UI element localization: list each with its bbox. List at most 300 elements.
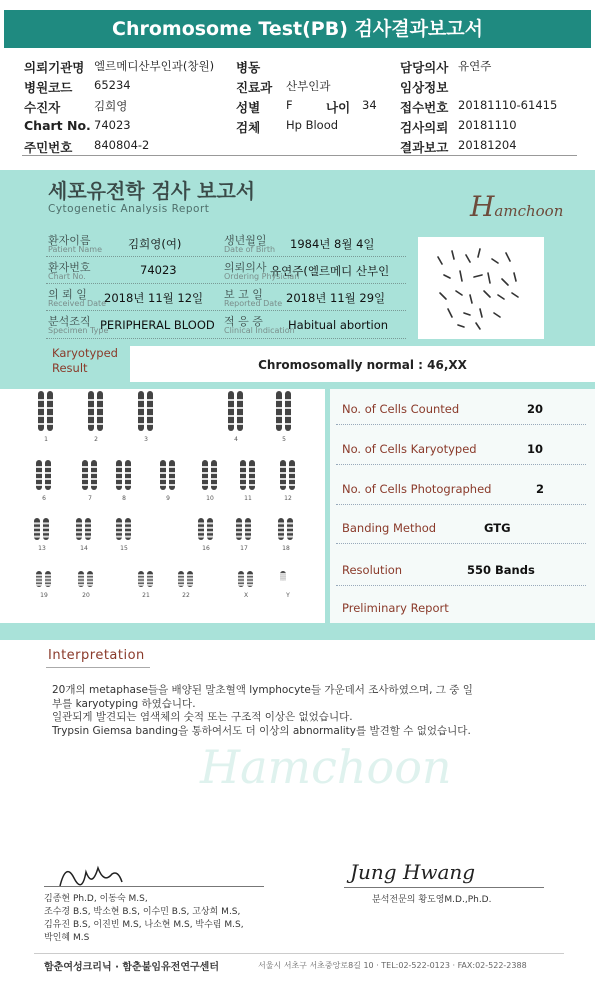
received-value: 2018년 11월 12일 <box>104 291 204 305</box>
chromosome-band <box>280 573 286 575</box>
chromosome-band <box>287 527 293 529</box>
report-panel-subtitle: Cytogenetic Analysis Report <box>48 203 210 215</box>
specialist-signature-label: 분석전문의 황도영M.D.,Ph.D. <box>372 895 492 905</box>
interpretation-underline <box>46 667 150 668</box>
chromosome-pair <box>280 571 290 599</box>
chromosome-band <box>240 484 246 486</box>
chromosome-band <box>202 484 208 486</box>
chromosome-band <box>97 423 103 425</box>
chromosome-band <box>76 527 82 529</box>
chromosome-band <box>238 584 244 586</box>
stat-label: Resolution <box>342 563 403 577</box>
chromosome-band <box>45 577 51 579</box>
chromosome-pair <box>276 391 291 443</box>
chromosome-band <box>116 531 122 533</box>
chromosome-band <box>138 584 144 586</box>
chromosome-band <box>138 399 144 401</box>
chromosome-band <box>45 484 51 486</box>
chromosome-band <box>249 472 255 474</box>
stat-label: No. of Cells Photographed <box>342 482 492 496</box>
chromosome-band <box>236 536 242 538</box>
chromosome-band <box>45 581 51 583</box>
staff-line: 김종현 Ph.D, 이동숙 M.S, <box>44 894 148 904</box>
chromosome-label: 16 <box>202 545 210 552</box>
chromosome-band <box>276 415 282 417</box>
chromosome-band <box>178 577 184 579</box>
chromosome-band <box>91 484 97 486</box>
chromosome-band <box>125 536 131 538</box>
chromosome-band <box>91 472 97 474</box>
chromosome-band <box>97 407 103 409</box>
chromosome-band <box>240 466 246 468</box>
chromosome-band <box>34 527 40 529</box>
staff-list <box>44 893 244 945</box>
id-value: 840804-2 <box>94 138 150 152</box>
chromosome-band <box>160 478 166 480</box>
chromosome-band <box>82 472 88 474</box>
chromosome-band <box>211 478 217 480</box>
report-panel-title: 세포유전학 검사 보고서 <box>48 179 256 203</box>
request-value: 20181110 <box>458 118 517 132</box>
patient-name-label: 환자이름 <box>48 234 91 247</box>
chromosome-label: 21 <box>142 592 150 599</box>
chromosome-band <box>198 536 204 538</box>
physician-value: 유연주(엘르메디 산부인 <box>270 264 390 278</box>
footer-address: 서울시 서초구 서초중앙로8길 10 · TEL:02-522-0123 · FAX:02-522-2388 <box>258 961 527 970</box>
age-value: 34 <box>362 98 377 112</box>
chromosome-band <box>287 531 293 533</box>
chromosome-label: 19 <box>40 592 48 599</box>
chromosome-band <box>178 581 184 583</box>
chart-no-value: 74023 <box>140 263 177 277</box>
chromosome-band <box>38 399 44 401</box>
chromosome-band <box>245 527 251 529</box>
chromosome-band <box>85 531 91 533</box>
interpretation-text <box>52 684 552 738</box>
dob-label: 생년월일 <box>224 234 267 247</box>
chromosome-label: 14 <box>80 545 88 552</box>
chromosome-band <box>125 531 131 533</box>
chromosome-band <box>278 531 284 533</box>
chromosome-band <box>237 415 243 417</box>
chromosome-band <box>289 466 295 468</box>
chromosome-band <box>116 522 122 524</box>
chart-value: 74023 <box>94 118 131 132</box>
patient-value: 김희영 <box>94 99 128 113</box>
chromosome-band <box>160 484 166 486</box>
chart-no-label: 환자번호 <box>48 261 91 274</box>
chromosome-label: 8 <box>122 495 126 502</box>
hamchoon-watermark: Hamchoon <box>200 740 452 794</box>
chromosome-band <box>238 581 244 583</box>
chromosome-band <box>76 531 82 533</box>
chromosome-band <box>278 522 284 524</box>
patient-label: 수진자 <box>24 100 61 115</box>
interpretation-line: 20개의 metaphase들을 배양된 말초혈액 lymphocyte들 가운데서 조사하였으며, 그 중 일 <box>52 684 473 696</box>
footer-divider <box>34 953 564 954</box>
chromosome-pair <box>36 571 51 599</box>
interpretation-line: 일관되게 발견되는 염색체의 숫적 또는 구조적 이상은 없었습니다. <box>52 711 353 723</box>
chromosome-label: Y <box>286 592 290 599</box>
doctor-label: 담당의사 <box>400 60 449 75</box>
reported-label: 보 고 일 <box>224 288 263 301</box>
chromosome-band <box>125 527 131 529</box>
chromosome-band <box>249 484 255 486</box>
chromosome-band <box>88 399 94 401</box>
chromosome-band <box>178 574 184 576</box>
chromosome-pair <box>76 518 91 552</box>
chromosome-band <box>236 531 242 533</box>
clinical-info-label: 임상정보 <box>400 80 449 95</box>
chromosome-band <box>47 407 53 409</box>
chromosome-band <box>202 478 208 480</box>
stat-label: No. of Cells Counted <box>342 402 460 416</box>
stat-value: 550 Bands <box>467 563 535 577</box>
field-rule <box>46 283 406 284</box>
chromosome-band <box>276 407 282 409</box>
chromosome-band <box>211 466 217 468</box>
chromosome-band <box>116 466 122 468</box>
chromosome-band <box>85 527 91 529</box>
chromosome-band <box>78 584 84 586</box>
chromosome-band <box>38 423 44 425</box>
chromosome-band <box>237 423 243 425</box>
karyotyped-result-label <box>52 346 118 376</box>
chromosome-band <box>36 574 42 576</box>
staff-line: 조수경 B.S, 박소현 B.S, 이수민 B.S, 고상희 M.S, <box>44 907 241 917</box>
chromosome-band <box>207 527 213 529</box>
chromosome-band <box>276 423 282 425</box>
chromosome-band <box>116 472 122 474</box>
chromosome-band <box>97 399 103 401</box>
chromosome-band <box>36 466 42 468</box>
chromosome-band <box>36 577 42 579</box>
chromosome-band <box>36 478 42 480</box>
chromosome-band <box>280 466 286 468</box>
chromosome-band <box>276 399 282 401</box>
chromosome-band <box>228 399 234 401</box>
chromosome-band <box>78 581 84 583</box>
chromosome-band <box>43 536 49 538</box>
physician-en: Ordering Physician <box>224 272 300 281</box>
reported-en: Reported Date <box>224 299 283 308</box>
chromosome-pair <box>36 460 51 502</box>
doctor-value: 유연주 <box>458 59 492 73</box>
chromosome-band <box>285 399 291 401</box>
chromosome-pair <box>138 571 153 599</box>
stat-divider <box>336 585 586 586</box>
chromosome-band <box>285 415 291 417</box>
chromosome-band <box>278 527 284 529</box>
chromosome-band <box>289 484 295 486</box>
chromosome-band <box>82 484 88 486</box>
chromosome-band <box>116 484 122 486</box>
stat-label: Preliminary Report <box>342 601 449 615</box>
specimen-label: 검체 <box>236 120 261 135</box>
ward-label: 병동 <box>236 60 261 75</box>
chromosome-band <box>280 579 286 581</box>
chromosome-band <box>36 584 42 586</box>
handwritten-signature-icon <box>56 858 126 894</box>
stat-divider <box>336 504 586 505</box>
karyotype-image <box>0 389 325 623</box>
chromosome-band <box>43 527 49 529</box>
chromosome-band <box>245 522 251 524</box>
chromosome-band <box>76 522 82 524</box>
chromosome-band <box>125 522 131 524</box>
stat-divider <box>336 424 586 425</box>
chromosome-pair <box>198 518 213 552</box>
physician-label: 의뢰의사 <box>224 261 267 274</box>
left-signature-line <box>44 886 264 887</box>
stat-value: 20 <box>527 402 544 416</box>
chromosome-band <box>43 522 49 524</box>
chromosome-label: 22 <box>182 592 190 599</box>
chromosome-band <box>36 581 42 583</box>
staff-line: 김유진 B.S, 이진빈 M.S, 나소현 M.S, 박수림 M.S, <box>44 920 244 930</box>
chromosome-band <box>160 466 166 468</box>
chromosome-band <box>187 581 193 583</box>
chromosome-band <box>202 472 208 474</box>
chromosome-band <box>285 407 291 409</box>
id-label: 주민번호 <box>24 140 73 155</box>
interpretation-heading: Interpretation <box>48 648 145 663</box>
chromosome-band <box>211 484 217 486</box>
chart-label: Chart No. <box>24 118 91 133</box>
chromosome-label: 7 <box>88 495 92 502</box>
chromosome-pair <box>280 460 295 502</box>
chromosome-band <box>198 527 204 529</box>
chromosome-band <box>285 423 291 425</box>
chromosome-band <box>78 577 84 579</box>
chromosome-band <box>236 527 242 529</box>
patient-name-value: 김희영(여) <box>128 237 182 251</box>
chromosome-label: 4 <box>234 436 238 443</box>
chromosome-band <box>82 478 88 480</box>
chromosome-band <box>88 407 94 409</box>
request-label: 검사의뢰 <box>400 120 449 135</box>
staff-line: 박인혜 M.S <box>44 933 90 943</box>
chromosome-band <box>207 522 213 524</box>
chromosome-band <box>125 484 131 486</box>
received-label: 의 뢰 일 <box>48 288 87 301</box>
chromosome-pair <box>238 571 253 599</box>
sex-value: F <box>286 98 293 112</box>
karyotyped-label-line2: Result <box>52 361 88 375</box>
chromosome-band <box>45 472 51 474</box>
right-signature: Jung Hwang <box>350 860 476 884</box>
chromosome-band <box>47 423 53 425</box>
metaphase-spread-icon <box>418 237 544 339</box>
chromosome-band <box>45 584 51 586</box>
specimen-value: Hp Blood <box>286 118 339 132</box>
chromosome-band <box>125 472 131 474</box>
chromosome-band <box>207 531 213 533</box>
chromosome-band <box>147 407 153 409</box>
chromosome-band <box>147 581 153 583</box>
chromosome-band <box>45 574 51 576</box>
chromosome-pair <box>88 391 103 443</box>
interpretation-line: Trypsin Giemsa banding을 통하여서도 더 이상의 abnormality를 발견할 수 없었습니다. <box>52 724 471 737</box>
chromosome-band <box>198 522 204 524</box>
chromosome-label: 9 <box>166 495 170 502</box>
chromosome-pair <box>34 518 49 552</box>
chromosome-band <box>228 415 234 417</box>
institution-value: 엘르메디산부인과(창원) <box>94 59 215 73</box>
chromosome-band <box>238 574 244 576</box>
chromosome-band <box>36 484 42 486</box>
logo-h: H <box>470 190 495 223</box>
chromosome-band <box>125 466 131 468</box>
indication-value: Habitual abortion <box>288 318 389 332</box>
chromosome-band <box>247 574 253 576</box>
specimen-type-value: PERIPHERAL BLOOD <box>100 318 215 332</box>
chromosome-band <box>187 584 193 586</box>
chromosome-label: 10 <box>206 495 214 502</box>
chromosome-pair <box>78 571 93 599</box>
chromosome-band <box>116 478 122 480</box>
dob-value: 1984년 8월 4일 <box>290 237 375 251</box>
chromosome-band <box>240 472 246 474</box>
chromosome-band <box>85 536 91 538</box>
patient-name-en: Patient Name <box>48 245 102 254</box>
logo-text: amchoon <box>494 202 564 220</box>
chromosome-band <box>116 536 122 538</box>
chromosome-band <box>138 415 144 417</box>
chromosome-band <box>280 478 286 480</box>
institution-label: 의뢰기관명 <box>24 60 85 75</box>
reported-value: 2018년 11월 29일 <box>286 291 386 305</box>
chromosome-band <box>147 415 153 417</box>
stat-value: 10 <box>527 442 544 456</box>
chromosome-band <box>87 581 93 583</box>
chromosome-band <box>34 531 40 533</box>
chromosome-band <box>280 484 286 486</box>
reception-no-value: 20181110-61415 <box>458 98 558 112</box>
karyotype-result: Chromosomally normal : 46,XX <box>130 346 595 382</box>
chromosome-pair <box>38 391 53 443</box>
chromosome-pair <box>228 391 243 443</box>
chromosome-band <box>187 574 193 576</box>
chromosome-band <box>82 466 88 468</box>
chromosome-band <box>178 584 184 586</box>
field-rule <box>46 310 406 311</box>
chromosome-band <box>78 574 84 576</box>
field-rule <box>46 338 406 339</box>
chromosome-band <box>198 531 204 533</box>
chromosome-band <box>160 472 166 474</box>
chromosome-band <box>237 407 243 409</box>
interpretation-line: 부를 karyotyping 하였습니다. <box>52 697 196 710</box>
chromosome-band <box>287 536 293 538</box>
chromosome-band <box>38 407 44 409</box>
chromosome-label: X <box>243 592 249 599</box>
chromosome-pair <box>138 391 153 443</box>
chromosome-band <box>237 399 243 401</box>
chromosome-band <box>247 581 253 583</box>
chromosome-band <box>289 478 295 480</box>
chromosome-band <box>116 527 122 529</box>
sex-label: 성별 <box>236 100 261 115</box>
chromosome-pair <box>82 460 97 502</box>
chromosome-band <box>280 575 286 577</box>
chromosome-band <box>147 574 153 576</box>
stat-divider <box>336 464 586 465</box>
chromosome-band <box>240 478 246 480</box>
chromosome-band <box>88 423 94 425</box>
chromosome-band <box>245 536 251 538</box>
chromosome-band <box>87 574 93 576</box>
karyotyped-label-line1: Karyotyped <box>52 346 118 360</box>
chromosome-pair <box>240 460 255 502</box>
chromosome-pair <box>236 518 251 552</box>
chromosome-pair <box>202 460 217 502</box>
chromosome-band <box>45 478 51 480</box>
stat-value: 2 <box>536 482 545 496</box>
chromosome-band <box>228 407 234 409</box>
chromosome-band <box>187 577 193 579</box>
report-date-label: 결과보고 <box>400 140 449 155</box>
stat-label: Banding Method <box>342 521 437 535</box>
chromosome-label: 15 <box>120 545 128 552</box>
chromosome-band <box>278 536 284 538</box>
specimen-type-label: 분석조직 <box>48 315 91 328</box>
indication-en: Clinical Indication <box>224 326 295 335</box>
chromosome-band <box>138 574 144 576</box>
chromosome-band <box>147 399 153 401</box>
chromosome-band <box>147 577 153 579</box>
hospital-code-label: 병원코드 <box>24 80 73 95</box>
age-label: 나이 <box>326 100 351 115</box>
field-rule <box>46 256 406 257</box>
chromosome-band <box>91 478 97 480</box>
chromosome-band <box>211 472 217 474</box>
stat-value: GTG <box>484 521 511 535</box>
chromosome-band <box>34 522 40 524</box>
chromosome-band <box>169 466 175 468</box>
chromosome-band <box>236 522 242 524</box>
reception-no-label: 접수번호 <box>400 100 449 115</box>
chromosome-band <box>38 415 44 417</box>
chromosome-band <box>47 415 53 417</box>
chromosome-label: 20 <box>82 592 90 599</box>
chromosome-band <box>287 522 293 524</box>
report-title: Chromosome Test(PB) 검사결과보고서 <box>4 10 591 48</box>
chromosome-band <box>138 423 144 425</box>
chromosome-band <box>202 466 208 468</box>
chromosome-band <box>47 399 53 401</box>
chromosome-label: 6 <box>42 495 46 502</box>
chromosome-band <box>207 536 213 538</box>
chromosome-band <box>125 478 131 480</box>
chromosome-band <box>45 466 51 468</box>
report-date-value: 20181204 <box>458 138 517 152</box>
chromosome-pair <box>178 571 193 599</box>
chromosome-label: 12 <box>284 495 292 502</box>
chromosome-band <box>91 466 97 468</box>
chromosome-label: 5 <box>282 436 286 443</box>
chromosome-pair <box>278 518 293 552</box>
chromosome-label: 11 <box>244 495 252 502</box>
chromosome-band <box>88 415 94 417</box>
chromosome-band <box>138 577 144 579</box>
chromosome-band <box>36 472 42 474</box>
chromosome-label: 1 <box>44 436 48 443</box>
chromosome-pair <box>116 518 131 552</box>
stat-divider <box>336 543 586 544</box>
chromosome-band <box>238 577 244 579</box>
chromosome-band <box>169 478 175 480</box>
